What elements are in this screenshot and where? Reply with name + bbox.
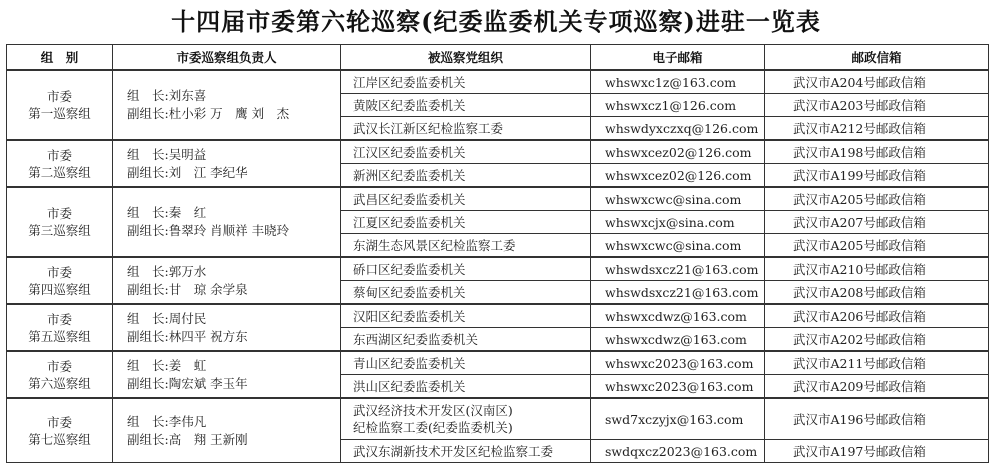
email-cell: whswxcez02@126.com: [591, 140, 765, 164]
org-cell: 武汉长江新区纪检监察工委: [341, 117, 591, 141]
post-cell: 武汉市A209号邮政信箱: [765, 375, 989, 399]
org-cell: 东湖生态风景区纪检监察工委: [341, 234, 591, 258]
group-leaders: 组 长:李伟凡 副组长:高 翔 王新刚: [113, 398, 341, 463]
org-cell: 黄陂区纪委监委机关: [341, 94, 591, 117]
post-cell: 武汉市A197号邮政信箱: [765, 440, 989, 463]
table-row: [7, 187, 989, 211]
post-cell: 武汉市A204号邮政信箱: [765, 70, 989, 94]
table-row: [7, 351, 989, 375]
group-name: 市委 第七巡察组: [7, 398, 113, 463]
header-group: 组 别: [7, 45, 113, 71]
email-cell: whswxcwc@sina.com: [591, 234, 765, 258]
group-name: 市委 第六巡察组: [7, 351, 113, 398]
org-cell: 武汉东湖新技术开发区纪检监察工委: [341, 440, 591, 463]
email-cell: whswxc2023@163.com: [591, 351, 765, 375]
org-cell: 江汉区纪委监委机关: [341, 140, 591, 164]
post-cell: 武汉市A199号邮政信箱: [765, 164, 989, 188]
table-row: [7, 257, 989, 281]
org-cell: 武汉经济技术开发区(汉南区) 纪检监察工委(纪委监委机关): [341, 398, 591, 440]
group-name: 市委 第三巡察组: [7, 187, 113, 257]
email-cell: whswxcwc@sina.com: [591, 187, 765, 211]
group-leaders: 组 长:姜 虹 副组长:陶宏斌 李玉年: [113, 351, 341, 398]
table-row: [7, 140, 989, 164]
group-leaders: 组 长:吴明益 副组长:刘 江 李纪华: [113, 140, 341, 187]
header-email: 电子邮箱: [591, 45, 765, 71]
email-cell: whswxcz1@126.com: [591, 94, 765, 117]
group-name: 市委 第四巡察组: [7, 257, 113, 304]
org-cell: 武昌区纪委监委机关: [341, 187, 591, 211]
group-leaders: 组 长:郭万水 副组长:甘 琼 余学泉: [113, 257, 341, 304]
header-org: 被巡察党组织: [341, 45, 591, 71]
org-cell: 蔡甸区纪委监委机关: [341, 281, 591, 305]
post-cell: 武汉市A206号邮政信箱: [765, 304, 989, 328]
post-cell: 武汉市A208号邮政信箱: [765, 281, 989, 305]
post-cell: 武汉市A203号邮政信箱: [765, 94, 989, 117]
post-cell: 武汉市A210号邮政信箱: [765, 257, 989, 281]
org-cell: 东西湖区纪委监委机关: [341, 328, 591, 352]
email-cell: whswdsxcz21@163.com: [591, 257, 765, 281]
email-cell: whswdyxczxq@126.com: [591, 117, 765, 141]
post-cell: 武汉市A211号邮政信箱: [765, 351, 989, 375]
org-cell: 江夏区纪委监委机关: [341, 211, 591, 234]
post-cell: 武汉市A198号邮政信箱: [765, 140, 989, 164]
email-cell: swdqxcz2023@163.com: [591, 440, 765, 463]
org-cell: 洪山区纪委监委机关: [341, 375, 591, 399]
email-cell: whswxcdwz@163.com: [591, 304, 765, 328]
post-cell: 武汉市A207号邮政信箱: [765, 211, 989, 234]
header-leaders: 市委巡察组负责人: [113, 45, 341, 71]
group-name: 市委 第二巡察组: [7, 140, 113, 187]
group-name: 市委 第五巡察组: [7, 304, 113, 351]
email-cell: whswxc1z@163.com: [591, 70, 765, 94]
post-cell: 武汉市A205号邮政信箱: [765, 234, 989, 258]
page-title: 十四届市委第六轮巡察(纪委监委机关专项巡察)进驻一览表: [171, 7, 821, 36]
org-cell: 汉阳区纪委监委机关: [341, 304, 591, 328]
org-cell: 新洲区纪委监委机关: [341, 164, 591, 188]
org-cell: 硚口区纪委监委机关: [341, 257, 591, 281]
table-row: [7, 304, 989, 328]
email-cell: swd7xczyjx@163.com: [591, 398, 765, 440]
post-cell: 武汉市A202号邮政信箱: [765, 328, 989, 352]
group-leaders: 组 长:刘东喜 副组长:杜小彩 万 鹰 刘 杰: [113, 70, 341, 140]
email-cell: whswxcjx@sina.com: [591, 211, 765, 234]
email-cell: whswdsxcz21@163.com: [591, 281, 765, 305]
email-cell: whswxc2023@163.com: [591, 375, 765, 399]
group-leaders: 组 长:秦 红 副组长:鲁翠玲 肖顺祥 丰晓玲: [113, 187, 341, 257]
post-cell: 武汉市A212号邮政信箱: [765, 117, 989, 141]
post-cell: 武汉市A196号邮政信箱: [765, 398, 989, 440]
org-cell: 江岸区纪委监委机关: [341, 70, 591, 94]
inspection-table: [6, 44, 989, 463]
post-cell: 武汉市A205号邮政信箱: [765, 187, 989, 211]
org-cell: 青山区纪委监委机关: [341, 351, 591, 375]
email-cell: whswxcez02@126.com: [591, 164, 765, 188]
group-leaders: 组 长:周付民 副组长:林四平 祝方东: [113, 304, 341, 351]
email-cell: whswxcdwz@163.com: [591, 328, 765, 352]
group-name: 市委 第一巡察组: [7, 70, 113, 140]
header-row: [7, 45, 989, 71]
table-row: [7, 398, 989, 440]
header-post: 邮政信箱: [765, 45, 989, 71]
table-row: [7, 70, 989, 94]
